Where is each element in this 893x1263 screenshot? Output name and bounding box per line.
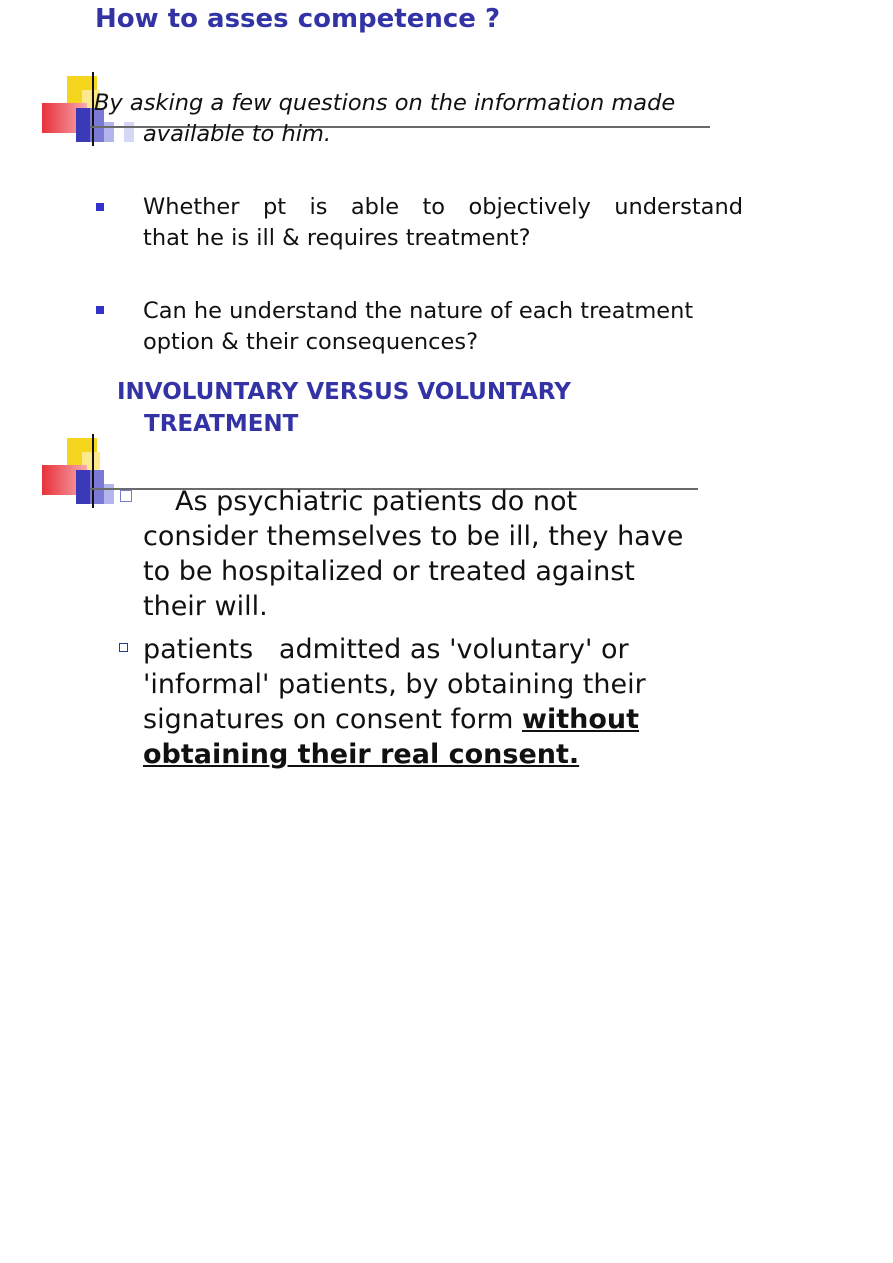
page-title: How to asses competence ?	[95, 4, 501, 34]
list-item-line: consider themselves to be ill, they have	[143, 521, 684, 552]
intro-line: By asking a few questions on the information made	[94, 90, 676, 116]
list-item-line: Whether pt is able to objectively understand	[143, 194, 743, 220]
section-heading-line: TREATMENT	[144, 411, 299, 437]
list-item-line: signatures on consent form	[143, 704, 523, 735]
list-item	[143, 632, 713, 772]
list-item	[143, 484, 713, 624]
emphasized-text: obtaining their real consent.	[143, 739, 580, 770]
intro-text	[94, 88, 754, 150]
intro-line: available to him.	[143, 121, 332, 147]
section-heading-line: INVOLUNTARY VERSUS VOLUNTARY	[117, 379, 571, 405]
square-bullet-icon	[96, 306, 104, 314]
list-item-line: to be hospitalized or treated against	[143, 556, 635, 587]
list-item-line: Can he understand the nature of each treatment	[143, 298, 694, 324]
list-item-line: patients admitted as 'voluntary' or	[143, 634, 629, 665]
list-item-line: that he is ill & requires treatment?	[143, 225, 531, 251]
list-item-line: option & their consequences?	[143, 329, 479, 355]
list-item-line: their will.	[143, 591, 268, 622]
list-item-line: 'informal' patients, by obtaining their	[143, 669, 646, 700]
list-item	[143, 296, 743, 358]
list-item-line: As psychiatric patients do not	[175, 486, 578, 517]
list-item	[143, 192, 743, 254]
section-heading	[117, 376, 571, 440]
slide-logo-icon	[42, 432, 142, 512]
hollow-square-bullet-icon	[119, 643, 128, 652]
square-bullet-icon	[96, 203, 104, 211]
emphasized-text: without	[522, 704, 640, 735]
